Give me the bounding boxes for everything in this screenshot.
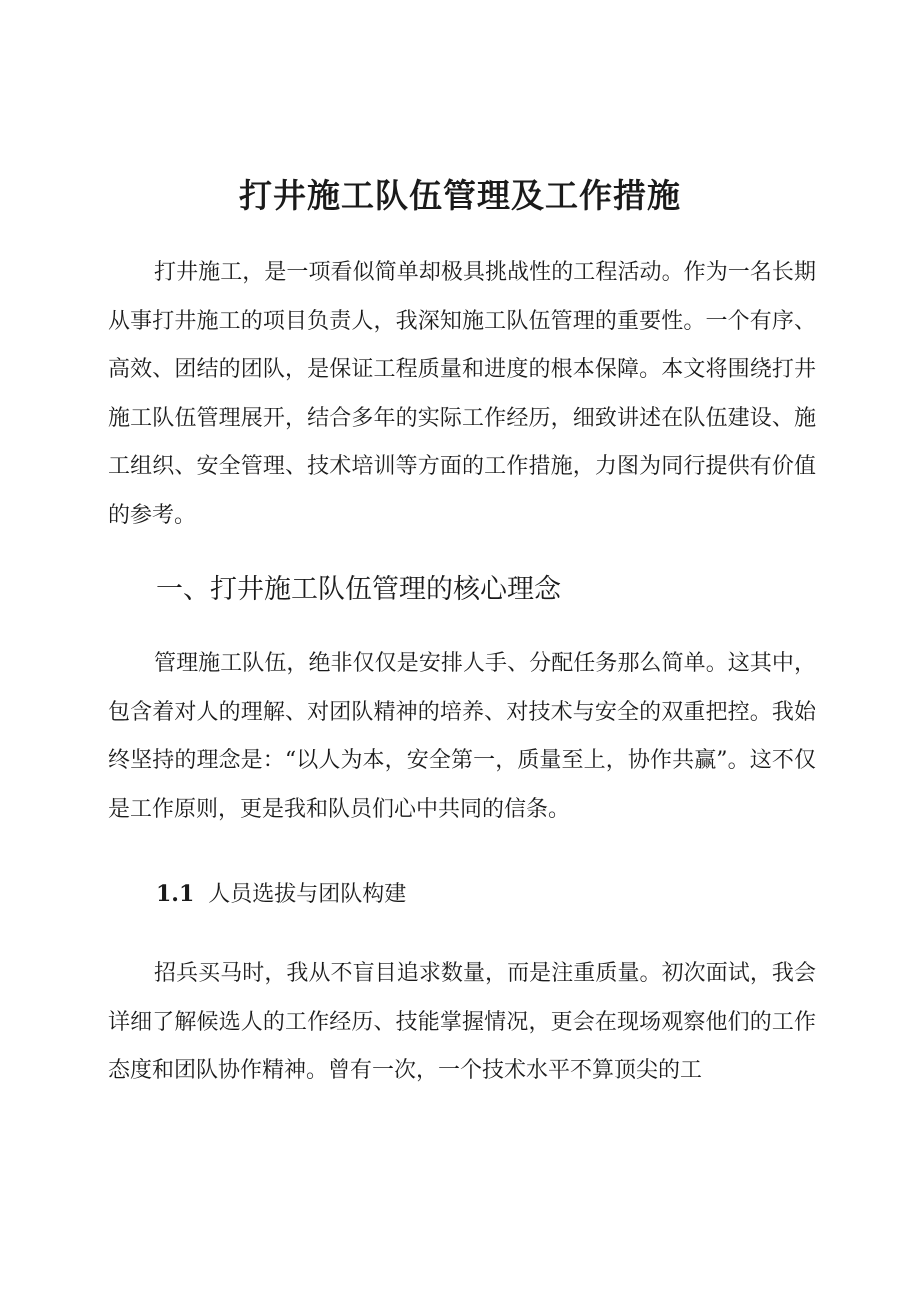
intro-paragraph: 打井施工，是一项看似简单却极具挑战性的工程活动。作为一名长期从事打井施工的项目负责人，我深知施工队伍管理的重要性。一个有序、高效、团结的团队，是保证工程质量和进度的根本保障。本文将围绕打井施工队伍管理展开，结合多年的实际工作经历，细致讲述在队伍建设、施工组织、安全管理、技术培训等方面的工作措施，力图为同行提供有价值的参考。 (108, 260, 816, 528)
section-heading: 一、打井施工队伍管理的核心理念 (156, 574, 561, 605)
subsection-number: 1.1 (156, 881, 195, 907)
subsection-heading (156, 876, 406, 913)
subsection-paragraph: 招兵买马时，我从不盲目追求数量，而是注重质量。初次面试，我会详细了解候选人的工作经历、技能掌握情况，更会在现场观察他们的工作态度和团队协作精神。曾有一次，一个技术水平不算顶尖的工 (108, 961, 816, 1084)
document-title: 打井施工队伍管理及工作措施 (239, 176, 681, 215)
section-paragraph: 管理施工队伍，绝非仅仅是安排人手、分配任务那么简单。这其中，包含着对人的理解、对团队精神的培养、对技术与安全的双重把控。我始终坚持的理念是：“以人为本，安全第一，质量至上，协作共赢”。这不仅是工作原则，更是我和队员们心中共同的信条。 (108, 651, 816, 822)
subsection-title: 人员选拔与团队构建 (208, 882, 407, 907)
